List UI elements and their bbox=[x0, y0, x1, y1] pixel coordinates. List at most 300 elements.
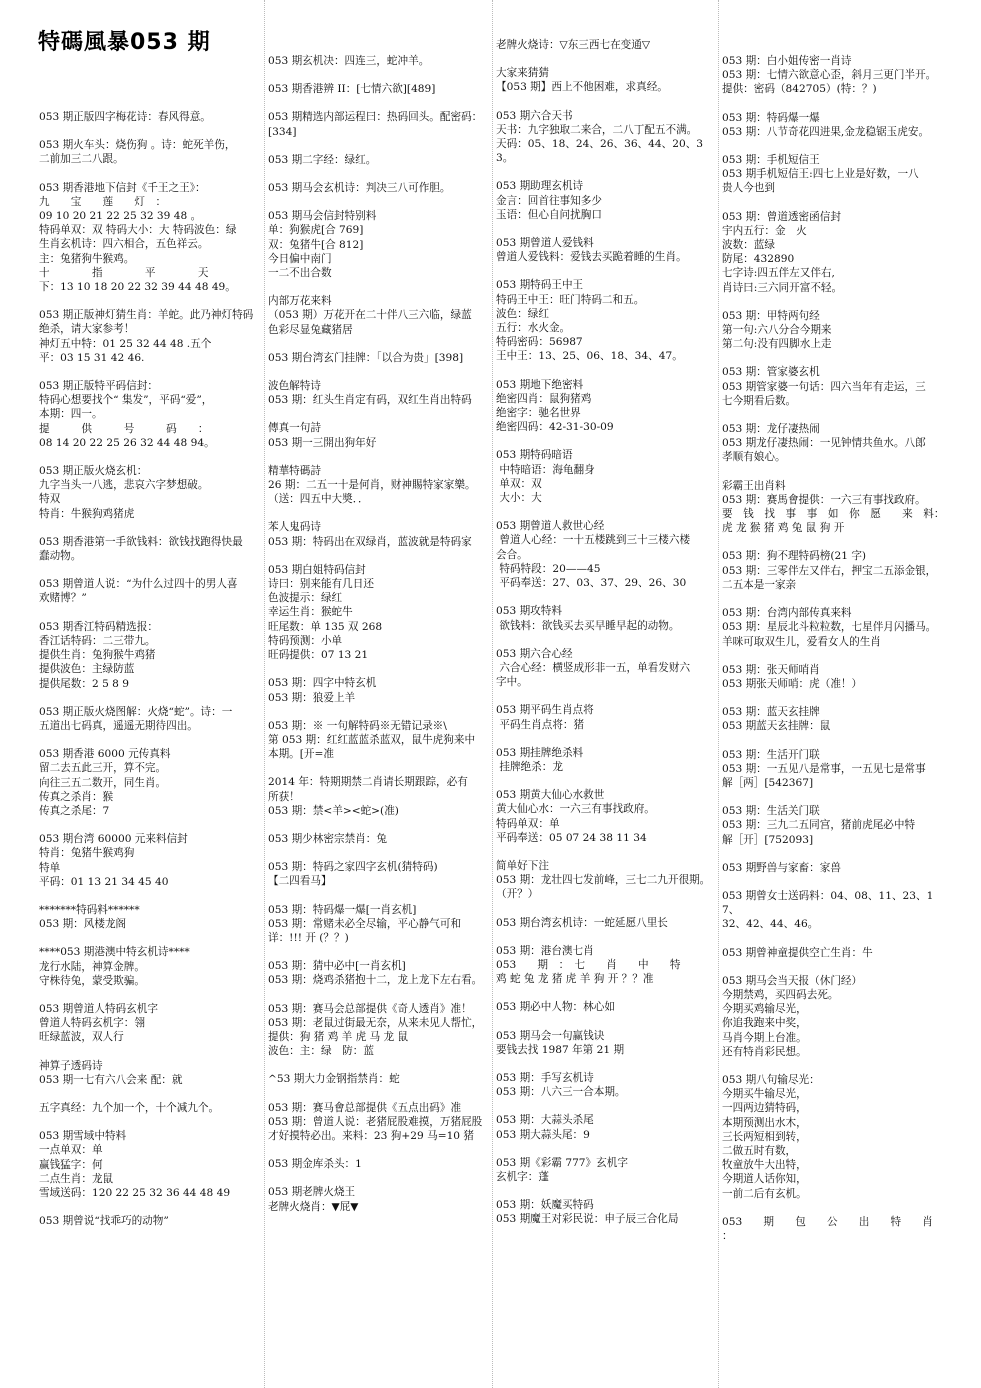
text-line: 053 期六合心经 bbox=[496, 647, 573, 660]
text-line: 特肖：牛猴狗鸡猪虎 bbox=[39, 507, 135, 520]
text-block bbox=[268, 903, 489, 946]
text-block bbox=[268, 82, 489, 96]
text-line: 旺尾数：单 135 双 268 bbox=[268, 620, 383, 633]
text-block bbox=[268, 209, 489, 280]
text-line: 053 期一三開出狗年好 bbox=[268, 436, 377, 449]
text-line: 053 期香港 6000 元传真料 bbox=[39, 748, 171, 761]
text-line: 053 期：大蒜头杀尾 bbox=[496, 1114, 594, 1127]
text-line: 特码特段：20——45 bbox=[496, 562, 601, 575]
text-line: 还有特肖彩民想。 bbox=[722, 1045, 807, 1058]
text-line: 053 期老牌火烧王 bbox=[268, 1186, 356, 1199]
text-line: 053 期必中人物：林心如 bbox=[496, 1001, 615, 1014]
text-block bbox=[722, 705, 945, 733]
text-line: 特码心想要找个“ 集发”，平码“爱”， bbox=[39, 394, 213, 407]
text-line: 053 期曾道人特码玄机字 bbox=[39, 1002, 158, 1015]
text-block bbox=[268, 351, 489, 365]
text-block bbox=[39, 308, 258, 365]
text-line: 色波提示：绿红 bbox=[268, 592, 343, 605]
text-line: 傳真一句詩 bbox=[268, 422, 321, 435]
column-body bbox=[719, 54, 955, 1243]
text-line: 053 期：赛馬會提供：一六三有事找政府。 bbox=[722, 493, 926, 506]
page-title: 特碼風暴053 期 bbox=[38, 30, 211, 55]
text-line: 053 期：星辰北斗粒粒数，七星伴月闪播马。 bbox=[722, 621, 937, 634]
text-line: 053 期：曾道透密函信封 bbox=[722, 210, 841, 223]
text-line: 双：兔猪牛[合 812] bbox=[268, 238, 364, 251]
text-line: 053 期曾道人说：“为什么过四十的男人喜 bbox=[39, 578, 238, 591]
text-line: 053 期：特码出在双绿肖，蓝波就是特码家 bbox=[268, 535, 472, 548]
text-line: 二五本是一家亲 bbox=[722, 578, 797, 591]
text-line: 五道出七码真，遥遥无期待四出。 bbox=[39, 719, 198, 732]
text-line: 黄大仙心水：一六三有事找政府。 bbox=[496, 803, 655, 816]
text-line: 053 期正版神灯猜生肖：羊蛇。此乃神灯特码 bbox=[39, 309, 254, 322]
text-line: 053 期：三九二五同宫，猪前虎尾必中特 bbox=[722, 819, 916, 832]
text-line: 五字真经：九个加一个，十个减九个。 bbox=[39, 1101, 220, 1114]
text-line: 平码：01 13 21 34 45 40 bbox=[39, 875, 169, 888]
text-line: 马肖今期上台准。 bbox=[722, 1031, 807, 1044]
text-line: 鸡 蛇 兔 龙 猪 虎 羊 狗 开 ？？准 bbox=[496, 973, 654, 986]
text-line: 今期买牛输尽光， bbox=[722, 1088, 807, 1101]
text-line: 053 期正版火烧玄机： bbox=[39, 465, 148, 478]
text-line: 波色解特诗 bbox=[268, 380, 321, 393]
text-line: 今日偏中南门 bbox=[268, 252, 332, 265]
text-block bbox=[39, 1059, 258, 1087]
text-line: 053 期：三零伴左又伴右，押宝二五添金银， bbox=[722, 564, 937, 577]
text-line: 金言：回首往事知多少 bbox=[496, 194, 602, 207]
text-line: 提供波色：主绿防蓝 bbox=[39, 663, 135, 676]
text-line: （053 期）万花开在二十伴八三六临，绿蓝 bbox=[268, 309, 472, 322]
text-line: 【053 期】西上不他困难，求真经。 bbox=[496, 81, 668, 94]
text-line: 26 期：二五一十是何肖，财神賜特家家樂。 bbox=[268, 479, 476, 492]
text-line: 传真之杀尾：7 bbox=[39, 804, 110, 817]
text-line: 053 期曾神童提供空亡生肖：牛 bbox=[722, 946, 873, 959]
text-line: 提供尾数：2 5 8 9 bbox=[39, 677, 130, 690]
text-line: 053 期：蓝天玄挂牌 bbox=[722, 706, 820, 719]
text-line: 053 期二字经：绿红。 bbox=[268, 153, 377, 166]
text-line: 绝密字：驰名世界 bbox=[496, 407, 581, 420]
text-block bbox=[496, 1113, 715, 1141]
text-line: 特码预测：小单 bbox=[268, 634, 343, 647]
text-line: 诗曰：别来能有几日还 bbox=[268, 578, 374, 591]
text-block bbox=[268, 379, 489, 407]
text-block bbox=[268, 832, 489, 846]
text-line: 053 期：白小姐传密一肖诗 bbox=[722, 55, 852, 67]
text-line: 旺绿蓝波，双人行 bbox=[39, 1031, 124, 1044]
text-line: 32、42、44、46。 bbox=[722, 918, 819, 931]
text-block bbox=[268, 464, 489, 507]
text-line: 053 期黄大仙心水救世 bbox=[496, 789, 605, 802]
text-block bbox=[722, 479, 945, 536]
text-line: 平码奉送：05 07 24 38 11 34 bbox=[496, 831, 647, 844]
text-line: 053 期马会一句赢钱诀 bbox=[496, 1029, 605, 1042]
text-line: 天书：九字独取二来合，二八丁配五不满。 bbox=[496, 123, 698, 136]
column-body bbox=[265, 54, 489, 1214]
text-block bbox=[496, 1000, 715, 1014]
text-line: 平：03 15 31 42 46. bbox=[39, 351, 145, 364]
text-line: 053 期 包 公 出 特 肖 ： bbox=[722, 1215, 955, 1242]
text-block bbox=[496, 1029, 715, 1057]
text-line: 孝顺有娘心。 bbox=[722, 451, 786, 464]
text-block bbox=[722, 309, 945, 352]
text-line: 一点单双：单 bbox=[39, 1144, 103, 1157]
text-line: 053 期：龙仔凄热闹 bbox=[722, 423, 820, 436]
text-line: 053 期：一五见八是常事，一五见七是常事 bbox=[722, 762, 926, 775]
text-line: 053 期：八六三一合本期。 bbox=[496, 1086, 626, 1099]
text-line: 龙行水陆，神算金牌。 bbox=[39, 960, 145, 973]
text-line: 本期：四一。 bbox=[39, 408, 103, 421]
text-block bbox=[722, 804, 945, 847]
text-block bbox=[268, 1002, 489, 1059]
text-line: 053 期：台湾内部传真来料 bbox=[722, 607, 852, 620]
text-line: 053 期魔王对彩民说：申子辰三合化局 bbox=[496, 1213, 679, 1226]
text-line: 特双 bbox=[39, 493, 61, 506]
text-block bbox=[268, 520, 489, 548]
text-line: 053 期特码暗语 bbox=[496, 449, 573, 462]
text-line: 二做五时有数， bbox=[722, 1144, 797, 1157]
text-line: 053 期曾道人爱钱料 bbox=[496, 237, 594, 250]
text-line: 彩霸王出肖料 bbox=[722, 479, 786, 492]
text-line: 所获！ bbox=[268, 790, 300, 803]
text-line: 向往三五二数开，同生肖。 bbox=[39, 776, 167, 789]
text-line: 欲钱料：欲钱买去买早睡早起的动物。 bbox=[496, 619, 680, 632]
text-line: 挂牌绝杀：龙 bbox=[496, 760, 563, 773]
text-line: 特码王中王：旺门特码二和五。 bbox=[496, 293, 645, 306]
text-block bbox=[496, 604, 715, 632]
text-block bbox=[722, 422, 945, 465]
text-block bbox=[496, 916, 715, 930]
text-line: 本期预测出水木， bbox=[722, 1116, 807, 1129]
text-line: 特单 bbox=[39, 861, 61, 874]
column-4 bbox=[718, 0, 955, 1388]
text-line: 香江话特码：二三带九。 bbox=[39, 634, 156, 647]
text-line: 053 期正版火烧图解：火烧“蛇”。诗：一 bbox=[39, 705, 233, 718]
text-line: 内部万花来料 bbox=[268, 295, 332, 308]
text-line: 053 期曾说“找乖巧的动物” bbox=[39, 1215, 169, 1228]
text-line: 053 期龙仔凄热闹：一见钟情共鱼水。八郎 bbox=[722, 437, 926, 450]
text-line: 053 期：妖魔买特码 bbox=[496, 1199, 594, 1212]
text-line: 五行：水火金。 bbox=[496, 322, 571, 335]
text-line: 解［开］[752093] bbox=[722, 833, 814, 846]
text-block bbox=[496, 647, 715, 690]
text-line: 神算子透码诗 bbox=[39, 1059, 103, 1072]
text-line: 053 期玄机决：四连三，蛇冲羊。 bbox=[268, 55, 430, 67]
text-line: （送：四五中大奬．． bbox=[268, 493, 369, 506]
text-line: 九 宝 莲 灯 ： bbox=[39, 195, 167, 208]
text-line: 九字当头一八逃，悲哀六字梦想破。 bbox=[39, 479, 209, 492]
text-line: 解［两］[542367] bbox=[722, 776, 814, 789]
text-line: 2014 年：特期期禁二肖请长期跟踪，必有 bbox=[268, 776, 468, 789]
text-line: 053 期六合天书 bbox=[496, 109, 573, 122]
text-block bbox=[39, 1101, 258, 1115]
text-line: 053 期：手机短信王 bbox=[722, 154, 820, 167]
text-block bbox=[722, 365, 945, 408]
text-line: 单：狗猴虎[合 769] bbox=[268, 224, 364, 237]
text-block bbox=[39, 1129, 258, 1200]
text-block bbox=[39, 577, 258, 605]
text-block bbox=[722, 1215, 955, 1243]
text-line: 053 期野兽与家畜：家兽 bbox=[722, 861, 841, 874]
text-block bbox=[39, 464, 258, 521]
text-line: 053 期攻特料 bbox=[496, 605, 562, 618]
text-line: 曾道人爱钱料：爱钱去买跪着睡的生肖。 bbox=[496, 251, 687, 264]
text-block bbox=[722, 663, 945, 691]
text-block bbox=[496, 746, 715, 774]
text-line: 要钱去找 1987 年第 21 期 bbox=[496, 1043, 625, 1056]
text-block bbox=[722, 889, 945, 932]
text-line: 一四两边猜特码， bbox=[722, 1102, 807, 1115]
text-line: 053 期：特码爆一爆[一肖玄机] bbox=[268, 903, 417, 916]
text-block bbox=[722, 54, 945, 97]
text-line: 053 期：狗不理特码榜(21 字) bbox=[722, 550, 867, 563]
text-line: 要 钱 找 事 事 如 你 愿 来 料： bbox=[722, 508, 945, 521]
text-block bbox=[496, 278, 715, 363]
text-line: 053 期：管家婆玄机 bbox=[722, 366, 820, 379]
text-line: 守株待兔，蒙受欺骗。 bbox=[39, 974, 145, 987]
text-line: 贵人今也到 bbox=[722, 182, 775, 195]
text-line: 七今期看后数。 bbox=[722, 394, 797, 407]
text-line: 第二句:没有四脚水上走 bbox=[722, 338, 832, 351]
text-block bbox=[496, 1071, 715, 1099]
text-block bbox=[496, 109, 715, 166]
text-line: 053 期蓝天玄挂牌：鼠 bbox=[722, 720, 831, 733]
text-line: 提供：狗 猪 鸡 羊 虎 马 龙 鼠 bbox=[268, 1030, 409, 1043]
text-line: 053 期：特码爆一爆 bbox=[722, 111, 820, 124]
text-line: 绝密四码：42-31-30-09 bbox=[496, 421, 614, 434]
text-block bbox=[268, 860, 489, 888]
text-block bbox=[268, 153, 489, 167]
text-line: 053 期张天师哨：虎（准！） bbox=[722, 677, 863, 690]
text-line: （开？） bbox=[496, 888, 539, 901]
text-line: 你追我跑来中奖， bbox=[722, 1017, 807, 1030]
text-line: 赢钱猛字：何 bbox=[39, 1158, 103, 1171]
text-line: 053 期：赛马会总部提供《奇人透肖》准！ bbox=[268, 1002, 472, 1015]
text-block bbox=[268, 1185, 489, 1213]
text-block bbox=[39, 138, 258, 166]
text-line: 053 期正版四字梅花诗：春风得意。 bbox=[39, 111, 211, 123]
text-block bbox=[39, 903, 258, 931]
text-block bbox=[496, 703, 715, 731]
text-line: 053 期白姐特码信封 bbox=[268, 563, 366, 576]
text-block bbox=[722, 748, 945, 791]
text-line: 色彩尽显兔藏猪居 bbox=[268, 323, 353, 336]
text-line: 神灯五中特：01 25 32 44 48 .五个 bbox=[39, 337, 212, 350]
text-block bbox=[496, 66, 715, 94]
text-line: 羊咪可取双生儿，爱看女人的生肖 bbox=[722, 635, 881, 648]
text-block bbox=[268, 959, 489, 987]
column-3 bbox=[492, 0, 715, 1388]
text-line: 053 期马会信封特别料 bbox=[268, 210, 377, 223]
text-block bbox=[39, 379, 258, 450]
text-block bbox=[39, 1214, 258, 1228]
text-block bbox=[268, 54, 489, 68]
text-block bbox=[722, 1073, 945, 1201]
text-block bbox=[268, 294, 489, 337]
column-body bbox=[36, 110, 258, 1228]
text-line: 053 期：老鼠过街最无奈，从来未见人帮忙， bbox=[268, 1016, 483, 1029]
text-line: 老牌火烧诗：▽东三西七在变通▽ bbox=[496, 39, 651, 51]
text-line: 053 期香港辨 II：[七情六欲][489] bbox=[268, 83, 436, 96]
text-line: 053 期：烧鸡杀猪抱十二，龙上龙下左右看。 bbox=[268, 974, 483, 987]
text-line: 053 期：生活关门联 bbox=[722, 805, 820, 818]
text-line: *******特码料****** bbox=[39, 903, 140, 916]
text-block bbox=[722, 946, 945, 960]
text-line: 053 期马会玄机诗：判决三八可作胆。 bbox=[268, 182, 451, 195]
text-line: 053 期马会当天报（休门经） bbox=[722, 974, 863, 987]
text-line: 053 期八句输尽光： bbox=[722, 1073, 820, 1086]
text-block bbox=[722, 861, 945, 875]
text-line: 今期道人话你知， bbox=[722, 1173, 807, 1186]
text-block bbox=[722, 974, 945, 1059]
text-line: 一前二后有玄机。 bbox=[722, 1187, 807, 1200]
text-line: 详：!!! 开 (？？) bbox=[268, 931, 349, 944]
text-block bbox=[496, 944, 715, 987]
text-line: 老牌火烧肖：▼屁▼ bbox=[268, 1200, 359, 1213]
text-line: 053 期金库杀头：1 bbox=[268, 1158, 362, 1171]
text-block bbox=[268, 1072, 489, 1086]
text-line: 字中。 bbox=[496, 676, 528, 689]
text-line: 苯人鬼码诗 bbox=[268, 521, 321, 534]
text-line: 二点生肖：龙鼠 bbox=[39, 1172, 114, 1185]
text-line: 平码奉送：27、03、37、29、26、30 bbox=[496, 577, 687, 590]
text-block bbox=[268, 181, 489, 195]
text-line: 053 期：红头生肖定有码，双红生肖出特码 bbox=[268, 394, 472, 407]
text-line: 欢赌博？” bbox=[39, 592, 87, 605]
text-line: 宇内五行：金 火 bbox=[722, 224, 807, 237]
text-line: 传真之杀肖：猴 bbox=[39, 790, 114, 803]
text-line: 053 期香港第一手欲钱料：欲钱找跑得快最 bbox=[39, 535, 243, 548]
text-line: 053 期：赛马會总部提供《五点出码》准 bbox=[268, 1101, 462, 1114]
text-block bbox=[722, 153, 945, 196]
text-line: 053 期：港台澳七肖 bbox=[496, 944, 594, 957]
text-line: 曾道人心经：一十五楼跳到三十三楼六楼 bbox=[496, 534, 691, 547]
text-line: 会合。 bbox=[496, 548, 528, 561]
text-line: 今期禁鸡，买四码去死。 bbox=[722, 988, 839, 1001]
text-block bbox=[496, 378, 715, 435]
text-line: 053 期台湾玄机诗：一蛇延愿八里长 bbox=[496, 916, 668, 929]
text-block bbox=[496, 448, 715, 505]
text-line: 053 期特码王中王 bbox=[496, 279, 584, 292]
text-line: 053 期《彩霸 777》玄机字 bbox=[496, 1156, 628, 1169]
text-line: 053 期：特码之家四字玄机(猜特码) bbox=[268, 861, 438, 874]
text-line: 中特暗语：海龟翻身 bbox=[496, 463, 595, 476]
text-block bbox=[268, 775, 489, 818]
text-line: 053 期：甲特两句经 bbox=[722, 309, 820, 322]
text-block bbox=[496, 179, 715, 222]
text-line: 053 期：风楼龙阁 bbox=[39, 918, 127, 931]
text-line: ^53 期大力金钢指禁肖：蛇 bbox=[268, 1073, 400, 1086]
column-1 bbox=[36, 0, 258, 1388]
text-block bbox=[268, 110, 489, 138]
text-line: 波色：主：绿 防：蓝 bbox=[268, 1045, 374, 1058]
text-line: 玉语：但心自问扰胸口 bbox=[496, 208, 602, 221]
text-line: 053 期：张天师哨肖 bbox=[722, 663, 820, 676]
text-line: 精華特碼詩 bbox=[268, 464, 321, 477]
text-block bbox=[496, 859, 715, 902]
text-block bbox=[39, 705, 258, 733]
text-line: 053 期香江特码精选报： bbox=[39, 620, 158, 633]
text-line: 053 期：常赌未必全尽输，平心静气可和 bbox=[268, 917, 462, 930]
text-line: 053 期：猜中必中[一肖玄机] bbox=[268, 960, 406, 973]
text-line: 【二四看马】 bbox=[268, 875, 332, 888]
text-line: 053 期曾道人救世心经 bbox=[496, 520, 605, 533]
text-line: 十 指 平 天 bbox=[39, 266, 209, 279]
text-line: 053 期：四字中特玄机 bbox=[268, 677, 377, 690]
text-line: 提供生肖：兔狗猴牛鸡猪 bbox=[39, 649, 156, 662]
text-block bbox=[722, 111, 945, 139]
text-line: 053 期台湾 60000 元来料信封 bbox=[39, 833, 188, 846]
text-line: 053 期：手写玄机诗 bbox=[496, 1071, 594, 1084]
text-block bbox=[268, 421, 489, 449]
text-block bbox=[496, 1156, 715, 1184]
text-line: 053 期助理玄机诗 bbox=[496, 180, 584, 193]
text-line: 单双：双 bbox=[496, 477, 542, 490]
text-line: 三长两短相到转， bbox=[722, 1130, 807, 1143]
text-line: 二前加三二八跟。 bbox=[39, 153, 124, 166]
text-block bbox=[722, 549, 945, 592]
text-line: 绝杀，请大家参考！ bbox=[39, 323, 135, 336]
text-line: 053 期台湾玄门挂牌：「以合为贵」[398] bbox=[268, 351, 464, 364]
text-block bbox=[39, 110, 258, 124]
text-line: 053 期精选内部运程曰：热码回头。配密码： bbox=[268, 111, 483, 124]
text-line: 053 期管家婆一句话：四六当年有走运，三 bbox=[722, 380, 926, 393]
text-block bbox=[39, 1002, 258, 1045]
text-line: 大小：大 bbox=[496, 492, 542, 505]
text-line: 今期买鸡输尽光， bbox=[722, 1003, 807, 1016]
text-line: 虎 龙 猴 猪 鸡 兔 鼠 狗 开 bbox=[722, 522, 845, 535]
text-line: 053 期：八节奇花四进果,金龙稳锯玉虎安。 bbox=[722, 125, 930, 138]
text-block bbox=[496, 1198, 715, 1226]
text-line: 旺码提供：07 13 21 bbox=[268, 649, 369, 662]
text-line: 053 期：※ 一句解特码※无错记录※\ bbox=[268, 719, 447, 732]
text-line: 053 期少林密宗禁肖：兔 bbox=[268, 832, 387, 845]
text-line: 大家来猜猜 bbox=[496, 67, 549, 80]
text-line: 防尾：432890 bbox=[722, 253, 795, 266]
text-line: 053 期：龙壮四七发前峰，三七二九开很期。 bbox=[496, 874, 711, 887]
text-line: 七字诗:四五伴左又伴右, bbox=[722, 267, 835, 280]
column-body bbox=[493, 38, 715, 1227]
text-line: [334] bbox=[268, 125, 297, 138]
text-line: 053 期一七有六八会来 配：就 bbox=[39, 1073, 183, 1086]
text-line: 波数：蓝绿 bbox=[722, 239, 775, 252]
text-line: 牧童放牛大出特， bbox=[722, 1159, 807, 1172]
text-block bbox=[39, 747, 258, 818]
text-block bbox=[268, 1101, 489, 1144]
text-line: 平码生肖点将：猪 bbox=[496, 718, 585, 731]
column-2 bbox=[264, 0, 489, 1388]
text-line: 053 期：禁<羊><蛇>(准) bbox=[268, 804, 399, 817]
text-line: ****053 期港澳中特玄机诗**** bbox=[39, 946, 190, 959]
text-block bbox=[39, 181, 258, 295]
text-line: 幸运生肖：猴蛇牛 bbox=[268, 606, 353, 619]
text-line: 主：兔猪狗牛猴鸡。 bbox=[39, 252, 135, 265]
text-line: 08 14 20 22 25 26 32 44 48 94。 bbox=[39, 436, 215, 449]
text-line: 09 10 20 21 22 25 32 39 48 。 bbox=[39, 210, 202, 223]
text-line: 053 期手机短信王:四七上业是好数，一八 bbox=[722, 168, 919, 181]
text-line: 053 期 ： 七 肖 中 特 bbox=[496, 958, 681, 971]
text-line: 053 期正版特平码信封： bbox=[39, 380, 158, 393]
text-line: 蠢动物。 bbox=[39, 550, 82, 563]
text-line: 波色：绿红 bbox=[496, 307, 549, 320]
text-line: 才好摸特必出。来料：23 狗+29 马=10 猪 bbox=[268, 1129, 475, 1142]
text-line: 一二不出合数 bbox=[268, 267, 332, 280]
text-line: 王中王：13、25、06、18、34、47。 bbox=[496, 350, 683, 363]
text-block bbox=[39, 620, 258, 691]
text-line: 雪域送码：120 22 25 32 36 44 48 49 bbox=[39, 1186, 231, 1199]
text-line: 生肖玄机诗：四六相合，五色祥云。 bbox=[39, 238, 209, 251]
text-block bbox=[496, 788, 715, 845]
text-line: 053 期火车头：烧伤狗 。诗：蛇死羊伤， bbox=[39, 139, 236, 152]
text-block bbox=[268, 719, 489, 762]
text-line: 简单好下注 bbox=[496, 859, 549, 872]
